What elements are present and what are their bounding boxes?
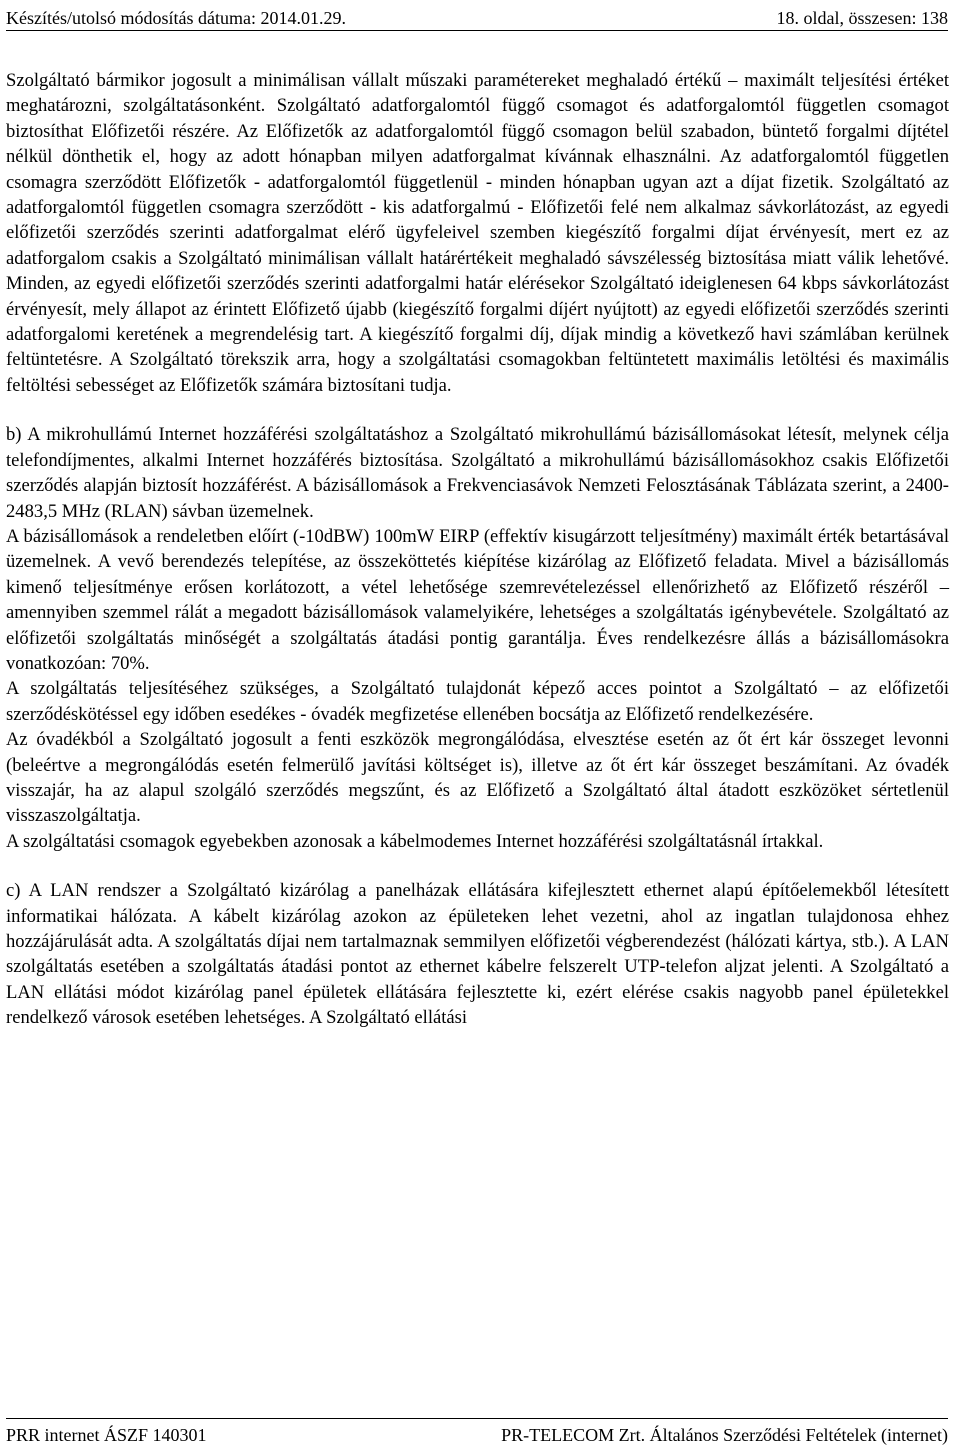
document-body <box>6 68 949 1031</box>
paragraph-traffic-packages: Szolgáltató bármikor jogosult a minimálisan vállalt műszaki paramétereket meghaladó értékű – maximált teljesítési értéket meghatározni, szolgáltatásonként. Szolgáltató adatforgalomtól függő csomagot és adatforgalomtól független csomagot biztosíthat Előfizetői részére. Az Előfizetők az adatforgalomtól függő csomagon belül szabadon, büntető forgalmi díjtétel nélkül dönthetik el, hogy az adott hónapban milyen adatforgalmat kívánnak elhasználni. Az adatforgalomtól független csomagra szerződött Előfizetők - adatforgalomtól függetlenül - minden hónapban ugyan azt a díjat fizetik. Szolgáltató az adatforgalomtól független csomagra szerződött - kis adatforgalmú - Előfizetői felé nem alkalmaz sávkorlátozást, az egyedi előfizetői szerződés szerinti adatforgalmat elérő ügyfeleivel szemben kiegészítő forgalmi díjat érvényesít, mert ez az adatforgalom csakis a Szolgáltató minimálisan vállalt határértékeit meghaladó sávszélesség biztosítása miatt válik lehetővé. Minden, az egyedi előfizetői szerződés szerinti adatforgalmi határ elérésekor Szolgáltató ideiglenesen 64 kbps sávkorlátozást érvényesít, mely állapot az érintett Előfizető újabb (kiegészítő forgalmi díjért nyújtott) az egyedi előfizetői szerződés szerinti adatforgalomi keretének a megrendelésig tart. A kiegészítő forgalmi díj, díjak mindig a következő havi számlában kerülnek feltüntetésre. A Szolgáltató törekszik arra, hogy a szolgáltatási csomagokban feltüntetett maximális letöltési és maximális feltöltési sebességet az Előfizetők számára biztosítani tudja. <box>6 70 949 396</box>
paragraph-access-point: A szolgáltatás teljesítéséhez szükséges, a Szolgáltató tulajdonát képező acces pointot a Szolgáltató – az előfizetői szerződéskötéssel egy időben esedékes - óvadék megfizetése ellenében bocsátja az Előfizető rendelkezésére. <box>6 678 949 725</box>
paragraph-deposit: Az óvadékból a Szolgáltató jogosult a fenti eszközök megrongálódása, elvesztése esetén az őt ért kár összeget levonni (beleértve a megrongálódás esetén felmerülő javítási költséget is), illetve az őt ért kár összeget beszámítani. Az óvadék visszajár, ha az alapul szolgáló szerződés megszűnt, és az Előfizető a Szolgáltató által átadott eszközöket sértetlenül visszaszolgáltatja. <box>6 729 949 827</box>
page-header <box>6 8 948 31</box>
paragraph-lan-system: c) A LAN rendszer a Szolgáltató kizárólag a panelházak ellátására kifejlesztett ethernet alapú építőelemekből létesített informatikai hálózata. A kábelt kizárólag azokon az épületeken lehet vezetni, ahol az ingatlan tulajdonosa ehhez hozzájárulását adta. A szolgáltatás díjai nem tartalmaznak semmilyen előfizetői végberendezést (hálózati kártya, stb.). A LAN szolgáltatás esetében a szolgáltatás átadási pontot az ethernet kábelre felszerelt UTP-telefon aljzat jelenti. A Szolgáltató a LAN ellátási módot kizárólag panel épületek ellátására fejlesztette ki, ezért elérése csakis nagyobb panel épületekkel rendelkező városok esetében lehetséges. A Szolgáltató ellátási <box>6 880 949 1029</box>
footer-document-title: PR-TELECOM Zrt. Általános Szerződési Feltételek (internet) <box>501 1425 948 1445</box>
paragraph-base-stations: A bázisállomások a rendeletben előírt (-10dBW) 100mW EIRP (effektív kisugárzott teljesítmény) maximált érték betartásával üzemelnek. A vevő berendezés telepítése, az összeköttetés kiépítése kizárólag az Előfizető feladata. Mivel a bázisállomás kimenő teljesítménye erősen korlátozott, a vétel lehetősége szemrevételezéssel ellenőrizhető az Előfizető részéről – amennyiben szemmel rálát a megadott bázisállomások valamelyikére, lehetséges a szolgáltatás igénybevétele. Szolgáltató az előfizetői szolgáltatás minőségét a szolgáltatás átadási pontig garantálja. Éves rendelkezésre állás a bázisállomásokra vonatkozóan: 70%. <box>6 525 949 674</box>
header-date: Készítés/utolsó módosítás dátuma: 2014.01.29. <box>6 8 346 28</box>
page-footer <box>6 1418 948 1447</box>
footer-document-code: PRR internet ÁSZF 140301 <box>6 1425 207 1445</box>
header-page-number: 18. oldal, összesen: 138 <box>776 8 948 28</box>
paragraph-packages-same: A szolgáltatási csomagok egyebekben azonosak a kábelmodemes Internet hozzáférési szolgáltatásnál írtakkal. <box>6 830 824 852</box>
paragraph-microwave-intro: b) A mikrohullámú Internet hozzáférési szolgáltatáshoz a Szolgáltató mikrohullámú bázisállomásokat létesít, melynek célja telefondíjmentes, alkalmi Internet hozzáférés biztosítása. Szolgáltató a mikrohullámú bázisállomásokhoz csakis Előfizetői szerződés alapján biztosít hozzáférést. A bázisállomások a Frekvenciasávok Nemzeti Felosztásának Táblázata szerint, a 2400-2483,5 MHz (RLAN) sávban üzemelnek. <box>6 424 949 522</box>
